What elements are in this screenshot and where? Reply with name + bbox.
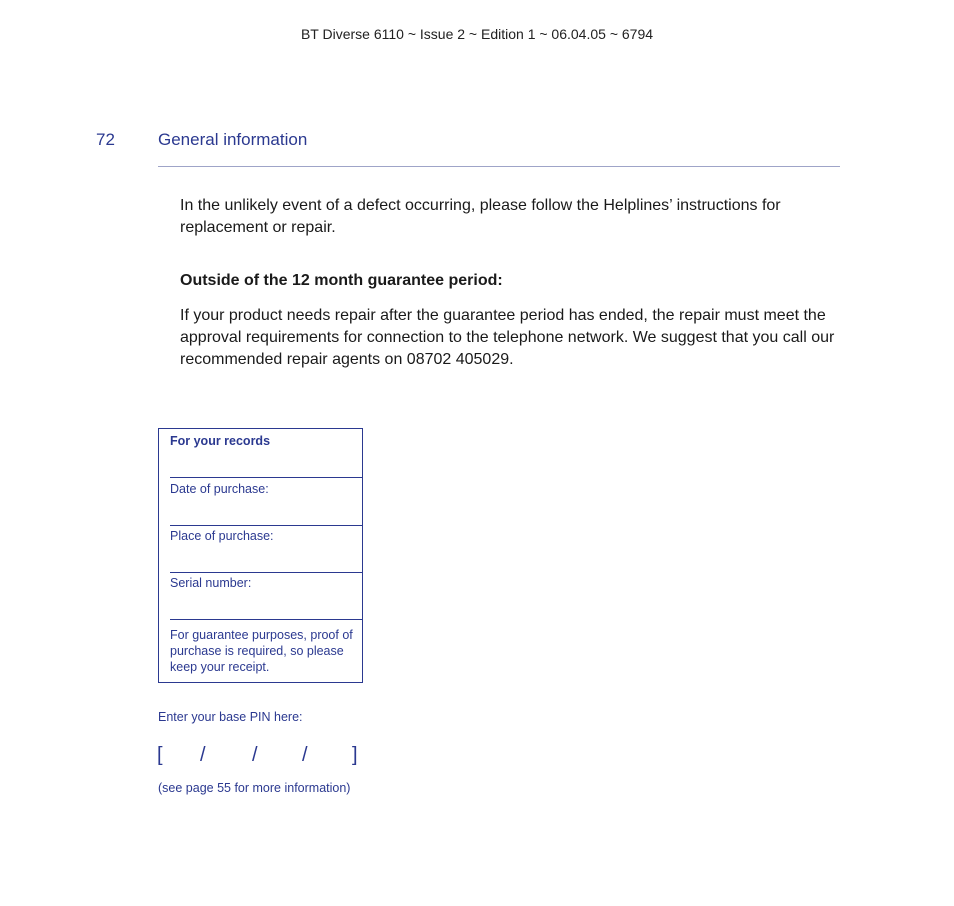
defect-paragraph: In the unlikely event of a defect occurring, please follow the Helplines’ instructions for replacement or repair. [180,197,781,236]
records-divider [170,572,362,573]
receipt-note: For guarantee purposes, proof of purchase is required, so please keep your receipt. [170,628,353,674]
records-box [158,428,363,683]
records-divider [170,477,362,478]
records-title: For your records [170,434,271,448]
records-divider [170,619,362,620]
pin-separator: / [252,744,258,766]
section-divider [158,166,840,167]
repair-paragraph: If your product needs repair after the guarantee period has ended, the repair must meet the approval requirements for connection to the telephone network. We suggest that you call our recommended repair agents on 08702 405029. [180,307,835,368]
pin-close-bracket: ] [352,744,358,766]
pin-open-bracket: [ [157,744,163,766]
pin-separator: / [302,744,308,766]
pin-label: Enter your base PIN here: [158,710,303,724]
page-number: 72 [96,130,115,149]
pin-separator: / [200,744,206,766]
serial-number-label: Serial number: [170,576,252,590]
document-header: BT Diverse 6110 ~ Issue 2 ~ Edition 1 ~ 06.04.05 ~ 6794 [300,26,654,42]
section-title: General information [158,130,308,149]
pin-reference-note: (see page 55 for more information) [158,781,351,795]
place-of-purchase-label: Place of purchase: [170,529,274,543]
date-of-purchase-label: Date of purchase: [170,482,269,496]
guarantee-heading: Outside of the 12 month guarantee period: [180,272,503,289]
records-divider [170,525,362,526]
